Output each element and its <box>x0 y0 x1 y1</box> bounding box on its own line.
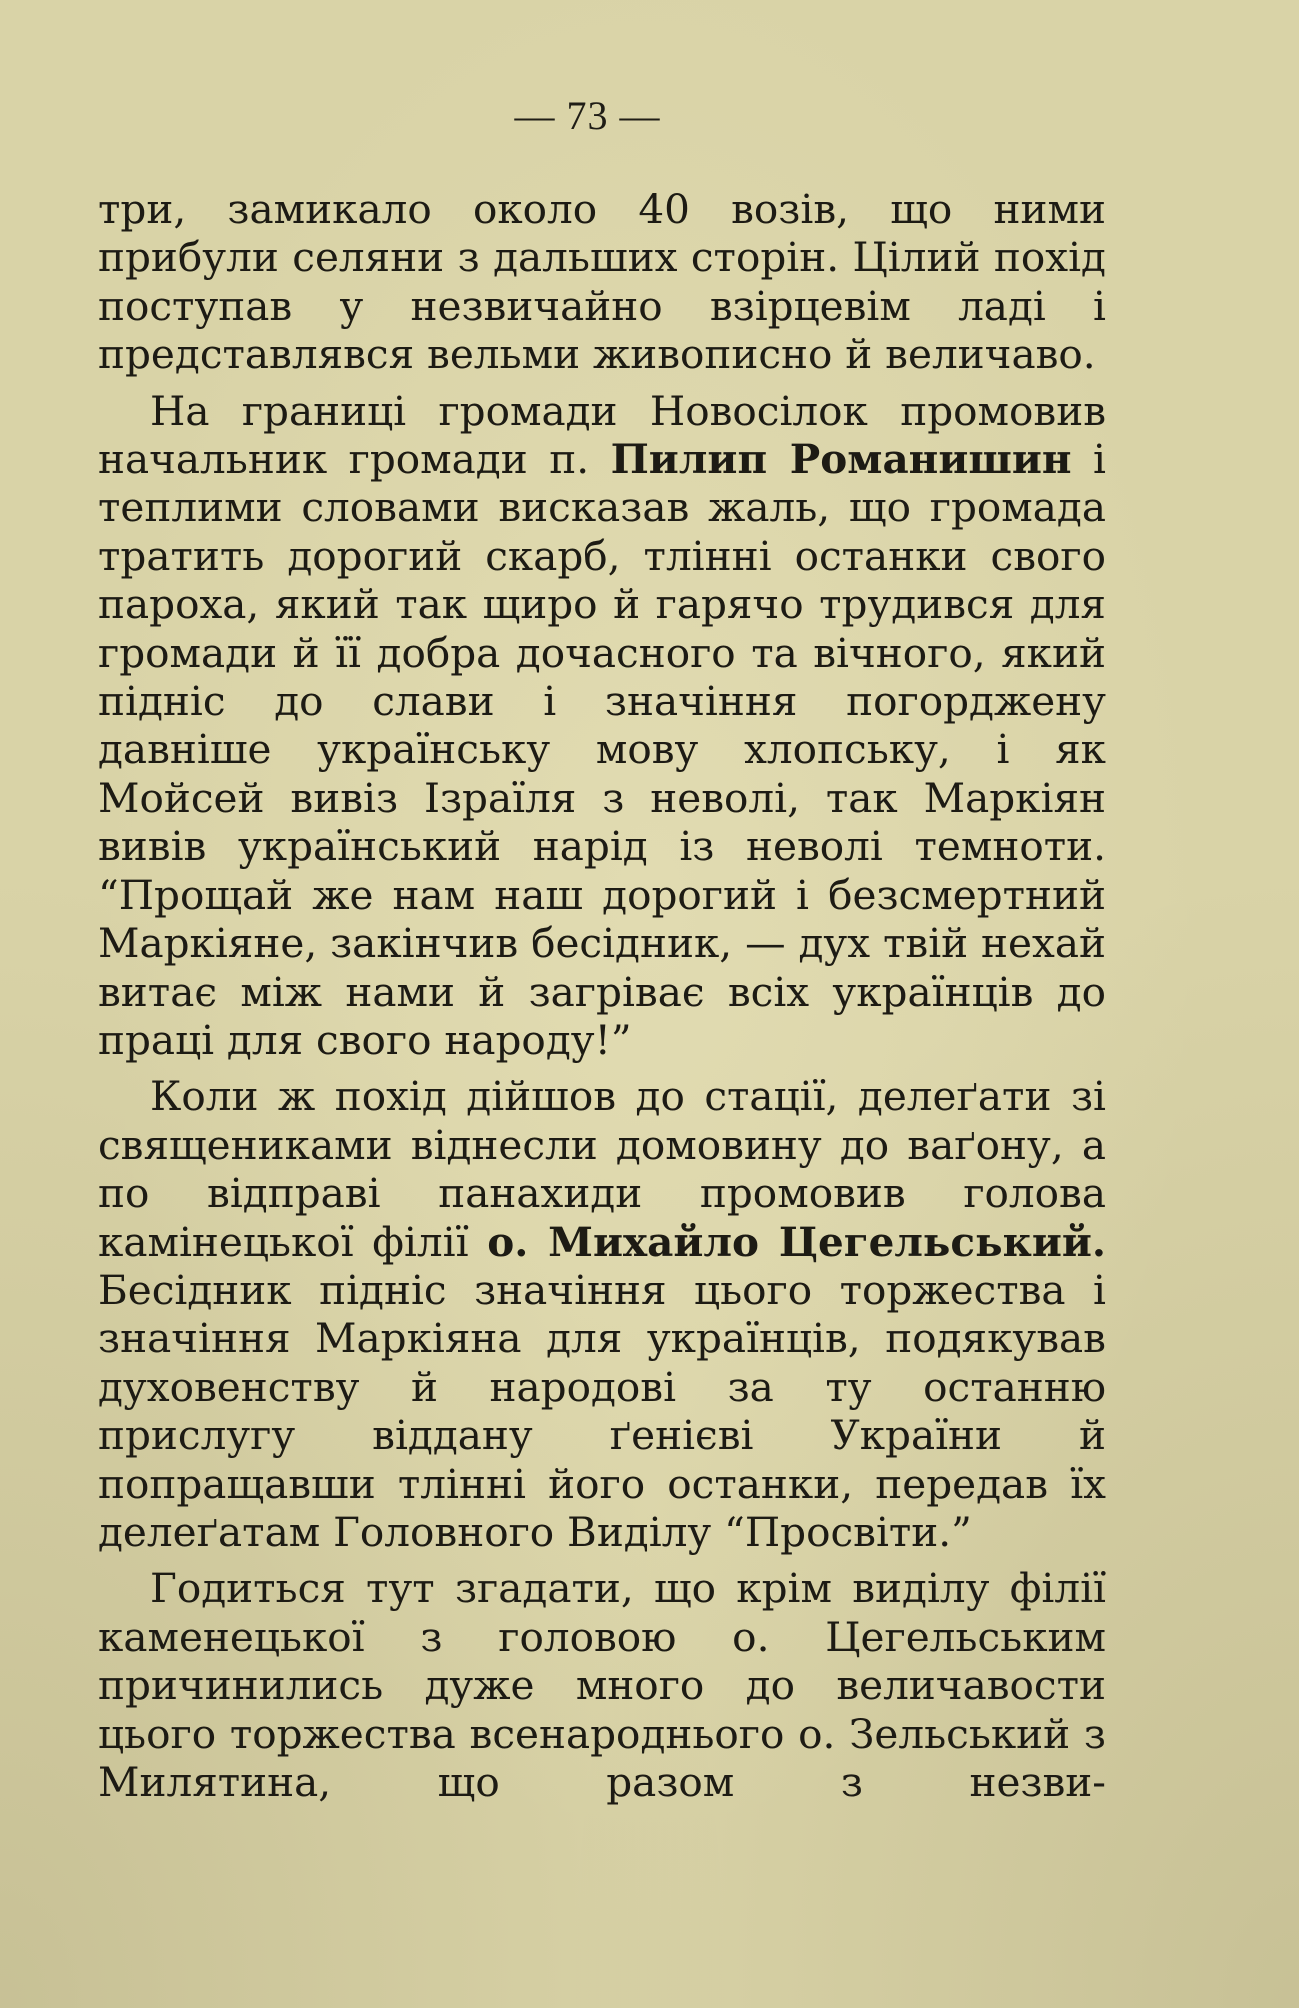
text-column <box>98 185 1106 1806</box>
paragraph <box>98 1072 1106 1556</box>
person-name-bold: Пилип Романишин <box>610 435 1072 484</box>
paragraph: три, замикало около 40 возів, що ними прибули селяни з дальших сторін. Цілий похід поступав у незвичайно взірцевім ладі і представлявся вельми живописно й величаво. <box>98 185 1106 379</box>
paragraph-text: Бесідник підніс значіння цього торжества і значіння Маркіяна для українців, подякував духовенству й народові за ту останню прислугу віддану ґенієві України й попращавши тлінні його останки, передав їх делеґатам Головного Виділу “Просвіти.” <box>98 1265 1106 1556</box>
paragraph-text: і теплими словами висказав жаль, що громада тратить дорогий скарб, тлінні останки свого пароха, який так щиро й гарячо трудився для громади й її добра дочасного та вічного, який підніс до слави і значіння погорджену давніше українську мову хлопську, і як Мойсей вивіз Ізраїля з неволі, так Маркіян вивів український нарід із неволі темноти. “Прощай же нам наш дорогий і безсмертний Маркіяне, закінчив бесідник, — дух твій нехай витає між нами й загріває всіх українців до праці для свого народу!” <box>98 435 1107 1064</box>
paragraph <box>98 387 1106 1065</box>
paragraph: Годиться тут згадати, що крім виділу філії каменецької з головою о. Цегельським причинились дуже много до величавости цього торжества всенароднього о. Зельський з Милятина, що разом з незви- <box>98 1564 1106 1806</box>
paragraph-text: Коли ж похід дійшов до стації, делеґати зі священиками віднесли домовину до ваґону, а по відправі панахиди промовив голова камінецької філії <box>98 1072 1106 1266</box>
paragraph-text: На границі громади Новосілок промовив начальник громади п. <box>98 386 1106 484</box>
page-number: — 73 — <box>514 93 661 138</box>
person-name-bold: о. Михайло Цегельський. <box>487 1217 1106 1266</box>
